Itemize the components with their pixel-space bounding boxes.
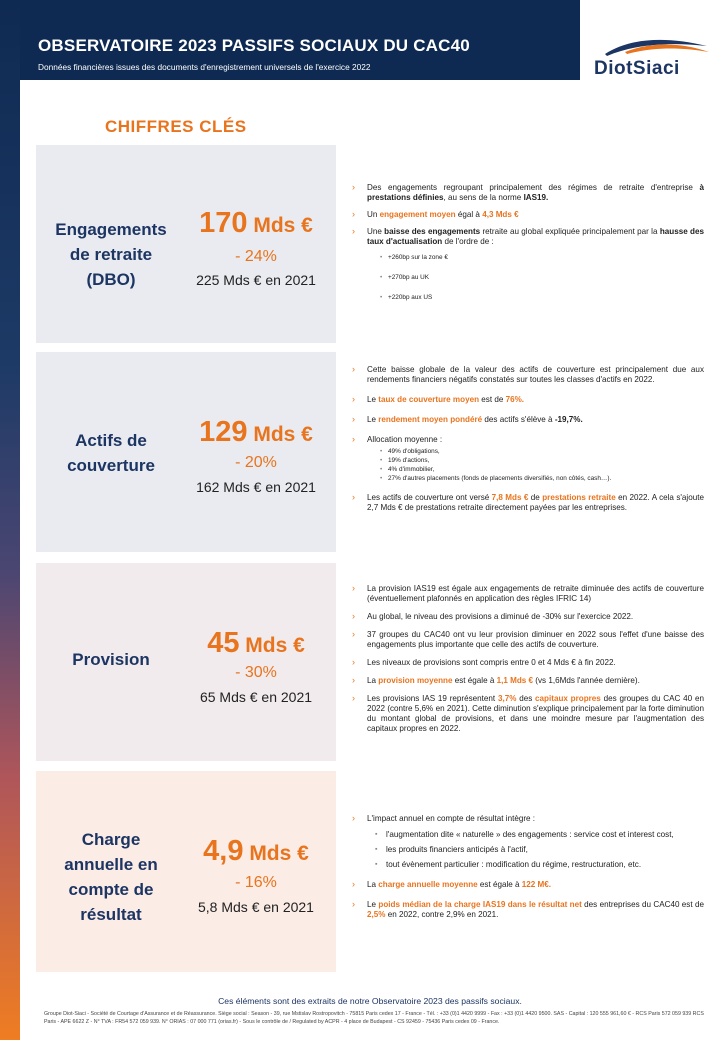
value-unit: Mds €	[243, 842, 309, 865]
value-unit: Mds €	[247, 214, 313, 237]
bullet: › 37 groupes du CAC40 ont vu leur provision diminuer en 2022 sous l'effet d'une baisse des engagements plus importante que celle des actifs de couverture.	[350, 630, 704, 650]
logo-text: DiotSiaci	[594, 58, 680, 79]
label-line: résultat	[80, 905, 142, 924]
sub-bullet: • +220bp aux US	[350, 293, 704, 302]
bullet: › Allocation moyenne :	[350, 435, 704, 445]
bullet: › La provision IAS19 est égale aux engagements de retraite diminuée des actifs de couverture (éventuellement plafonnés en application des règles IFRIC 14)	[350, 584, 704, 604]
value-number: 45	[207, 627, 240, 659]
card-previous: 162 Mds € en 2021	[196, 479, 316, 495]
sub-bullet: • 4% d'immobilier,	[350, 466, 704, 474]
card-label	[36, 217, 186, 292]
card-annual-charge	[36, 771, 336, 972]
bullet: › La charge annuelle moyenne est égale à 122 M€.	[350, 880, 704, 890]
bullet: › L'impact annuel en compte de résultat intègre :	[350, 814, 704, 824]
card-assets	[36, 352, 336, 552]
bullet: › Cette baisse globale de la valeur des actifs de couverture est principalement due aux rendements financiers négatifs constatés sur toutes les classes d'actifs en 2022.	[350, 365, 704, 385]
sub-bullet: • 27% d'autres placements (fonds de placements diversifiés, non côtés, cash…).	[350, 475, 704, 483]
label-line: compte de	[68, 880, 154, 899]
card-value	[186, 627, 326, 660]
bullet: › Les actifs de couverture ont versé 7,8 Mds € de prestations retraite en 2022. A cela s'ajoute 2,7 Mds € de prestations retraite directement payées par les entreprises.	[350, 493, 704, 513]
value-unit: Mds €	[239, 634, 305, 657]
page-subtitle: Données financières issues des documents d'enregistrement universels de l'exercice 2022	[38, 62, 371, 72]
card-provision	[36, 563, 336, 761]
footer-legal: Groupe Diot-Siaci - Société de Courtage d'Assurance et de Réassurance. Siège social : Season - 39, rue Mstislav Rostropovitch - 75815 Paris cedex 17 - France - Tél. : +33 (0)1 4420 9999 - Fax : +33 (0)1 4420 9500. SAS - Capital : 120 555 961,60 € - RCS Paris 572 059 939 RCS Paris - APE 6622 Z - N° TVA : FR54 572 059 939. N° ORIAS : 07 000 771 (orias.fr) - Sous le contrôle de / Regulated by ACPR - 4 place de Budapest - CS 92459 - 75436 Paris cedex 09 - France.	[44, 1011, 704, 1025]
value-number: 129	[199, 416, 248, 448]
card-change: - 16%	[235, 874, 277, 891]
bullet: › Au global, le niveau des provisions a diminué de -30% sur l'exercice 2022.	[350, 612, 704, 622]
card-label	[36, 827, 186, 927]
notes-provision	[350, 584, 704, 741]
card-previous: 225 Mds € en 2021	[196, 272, 316, 288]
card-previous: 5,8 Mds € en 2021	[198, 899, 314, 915]
card-dbo	[36, 145, 336, 343]
sub-bullet: ▪ les produits financiers anticipés à l'actif,	[350, 845, 704, 855]
card-label	[36, 647, 186, 672]
label-line: couverture	[67, 456, 155, 475]
bullet: › Le taux de couverture moyen est de 76%.	[350, 395, 704, 405]
value-number: 170	[199, 207, 248, 239]
label-line: Provision	[72, 650, 150, 669]
sub-bullet: ▪ tout évènement particulier : modification du régime, restructuration, etc.	[350, 860, 704, 870]
bullet: › Le poids médian de la charge IAS19 dans le résultat net des entreprises du CAC40 est de 2,5% en 2022, contre 2,9% en 2021.	[350, 900, 704, 920]
card-value	[186, 835, 326, 868]
label-line: Charge	[81, 830, 141, 849]
page-title: OBSERVATOIRE 2023 PASSIFS SOCIAUX DU CAC40	[38, 36, 470, 55]
bullet: › Une baisse des engagements retraite au global expliquée principalement par la hausse des taux d'actualisation de l'ordre de :	[350, 227, 704, 247]
sub-bullet: • +260bp sur la zone €	[350, 253, 704, 262]
notes-assets	[350, 365, 704, 520]
bullet: › Des engagements regroupant principalement des régimes de retraite d'entreprise à prestations définies, au sens de la norme IAS19.	[350, 183, 704, 203]
label-line: Actifs de	[75, 431, 147, 450]
value-number: 4,9	[203, 835, 244, 867]
section-title: CHIFFRES CLÉS	[105, 117, 247, 136]
card-change: - 30%	[235, 664, 277, 681]
sub-bullet: • +270bp au UK	[350, 273, 704, 282]
notes-annual-charge	[350, 814, 704, 927]
label-line: annuelle en	[64, 855, 158, 874]
value-unit: Mds €	[247, 423, 313, 446]
label-line: de retraite	[69, 245, 153, 264]
notes-dbo	[350, 183, 704, 307]
left-gradient-bar	[0, 0, 20, 1040]
sub-bullet: ▪ l'augmentation dite « naturelle » des engagements : service cost et interest cost,	[350, 830, 704, 840]
label-line: Engagements	[55, 220, 167, 239]
footer-note: Ces éléments sont des extraits de notre Observatoire 2023 des passifs sociaux.	[218, 996, 522, 1006]
bullet: › La provision moyenne est égale à 1,1 Mds € (vs 1,6Mds l'année dernière).	[350, 676, 704, 686]
card-change: - 24%	[235, 248, 277, 265]
card-label	[36, 428, 186, 478]
label-line: (DBO)	[86, 270, 136, 289]
bullet: › Le rendement moyen pondéré des actifs s'élève à -19,7%.	[350, 415, 704, 425]
card-change: - 20%	[235, 454, 277, 471]
card-previous: 65 Mds € en 2021	[199, 689, 313, 705]
card-value	[186, 207, 326, 240]
bullet: › Un engagement moyen égal à 4,3 Mds €	[350, 210, 704, 220]
bullet: › Les niveaux de provisions sont compris entre 0 et 4 Mds € à fin 2022.	[350, 658, 704, 668]
card-value	[186, 416, 326, 449]
bullet: › Les provisions IAS 19 représentent 3,7% des capitaux propres des groupes du CAC 40 en 2022 (contre 5,6% en 2021). Cette diminution s'explique principalement par la forte diminution du montant global de provisions, et dans une moindre mesure par l'augmentation des capitaux propres en 2022.	[350, 694, 704, 734]
sub-bullet: • 49% d'obligations,	[350, 448, 704, 456]
sub-bullet: • 19% d'actions,	[350, 457, 704, 465]
